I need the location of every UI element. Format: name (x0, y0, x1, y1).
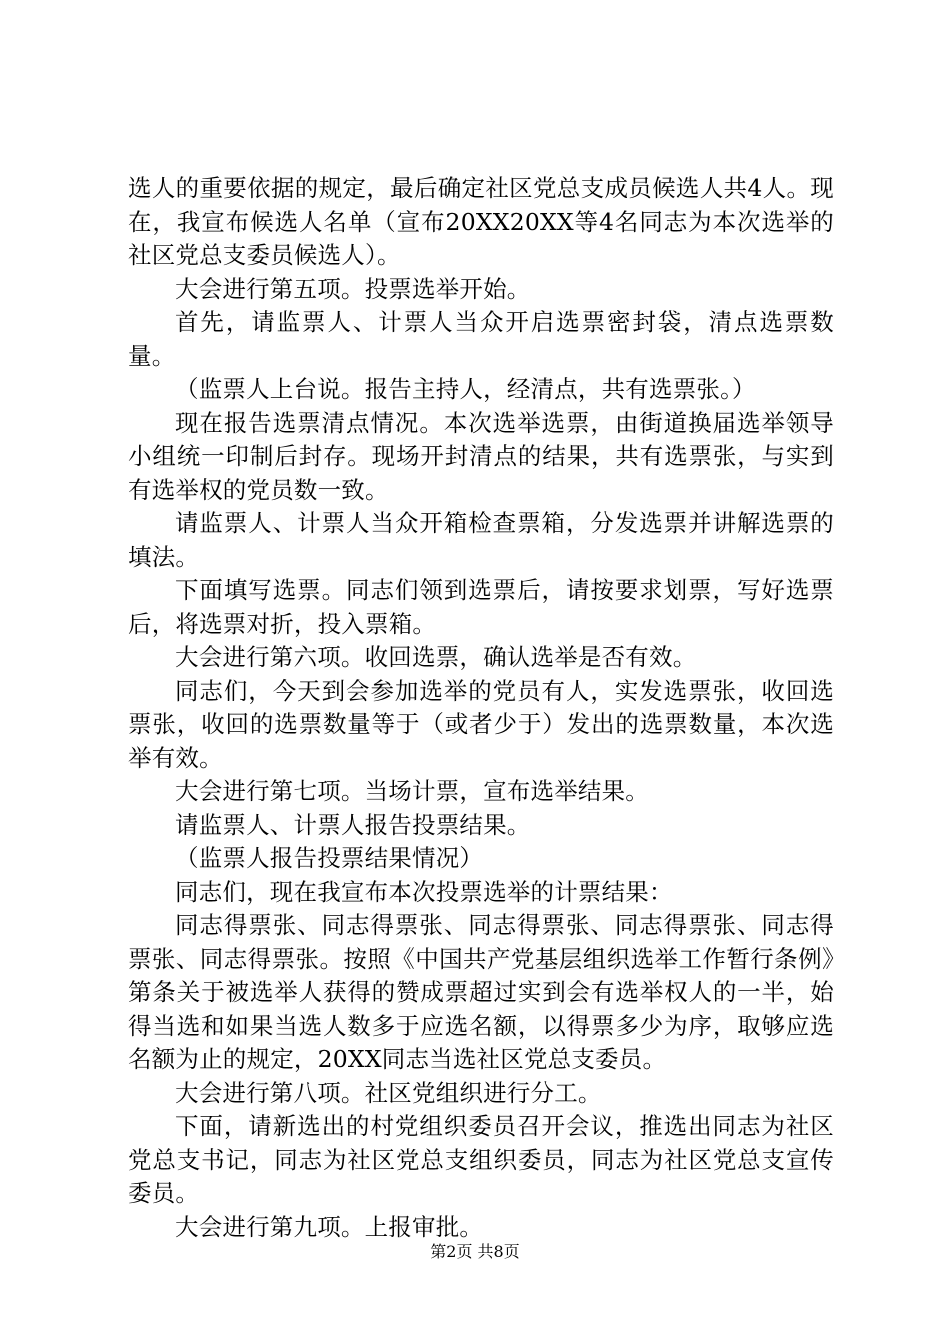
paragraph-open-ballot-bag: 首先，请监票人、计票人当众开启选票密封袋，清点选票数量。 (128, 308, 834, 370)
paragraph-candidate-announcement: 选人的重要依据的规定，最后确定社区党总支成员候选人共4人。现在，我宣布候选人名单（宣布20XX20XX等4名同志为本次选举的社区党总支委员候选人）。 (128, 174, 834, 269)
paragraph-check-ballot-box: 请监票人、计票人当众开箱检查票箱，分发选票并讲解选票的填法。 (128, 509, 834, 571)
paragraph-report-results: 请监票人、计票人报告投票结果。 (175, 810, 531, 839)
paragraph-results-note: （监票人报告投票结果情况） (175, 844, 484, 872)
paragraph-item-five: 大会进行第五项。投票选举开始。 (175, 274, 531, 303)
paragraph-item-nine: 大会进行第九项。上报审批。 (175, 1212, 484, 1241)
paragraph-item-six: 大会进行第六项。收回选票，确认选举是否有效。 (175, 643, 697, 671)
paragraph-announce-results: 同志们，现在我宣布本次投票选举的计票结果： (175, 877, 673, 906)
paragraph-fill-ballot: 下面填写选票。同志们领到选票后，请按要求划票，写好选票后，将选票对折，投入票箱。 (128, 576, 834, 638)
paragraph-scrutineer-report: （监票人上台说。报告主持人，经清点，共有选票张。） (175, 375, 756, 403)
paragraph-election-valid: 同志们，今天到会参加选举的党员有人，实发选票张，收回选票张，收回的选票数量等于（或者少于）发出的选票数量，本次选举有效。 (128, 676, 834, 772)
paragraph-item-seven: 大会进行第七项。当场计票，宣布选举结果。 (175, 777, 649, 805)
paragraph-vote-tally: 同志得票张、同志得票张、同志得票张、同志得票张、同志得票张、同志得票张。按照《中国共产党基层组织选举工作暂行条例》第条关于被选举人获得的赞成票超过实到会有选举权人的一半，始得当选和如果当选人数多于应选名额，以得票多少为序，取够应选名额为止的规定，20XX同志当选社区党总支委员。 (128, 911, 834, 1073)
document-body (128, 172, 834, 1244)
paragraph-item-eight: 大会进行第八项。社区党组织进行分工。 (175, 1078, 602, 1107)
paragraph-division-of-work: 下面，请新选出的村党组织委员召开会议，推选出同志为社区党总支书记，同志为社区党总支组织委员，同志为社区党总支宣传委员。 (128, 1112, 834, 1207)
paragraph-ballot-count: 现在报告选票清点情况。本次选举选票，由街道换届选举领导小组统一印制后封存。现场开封清点的结果，共有选票张，与实到有选举权的党员数一致。 (128, 408, 834, 504)
page-number-footer: 第2页 共8页 (430, 1242, 520, 1261)
